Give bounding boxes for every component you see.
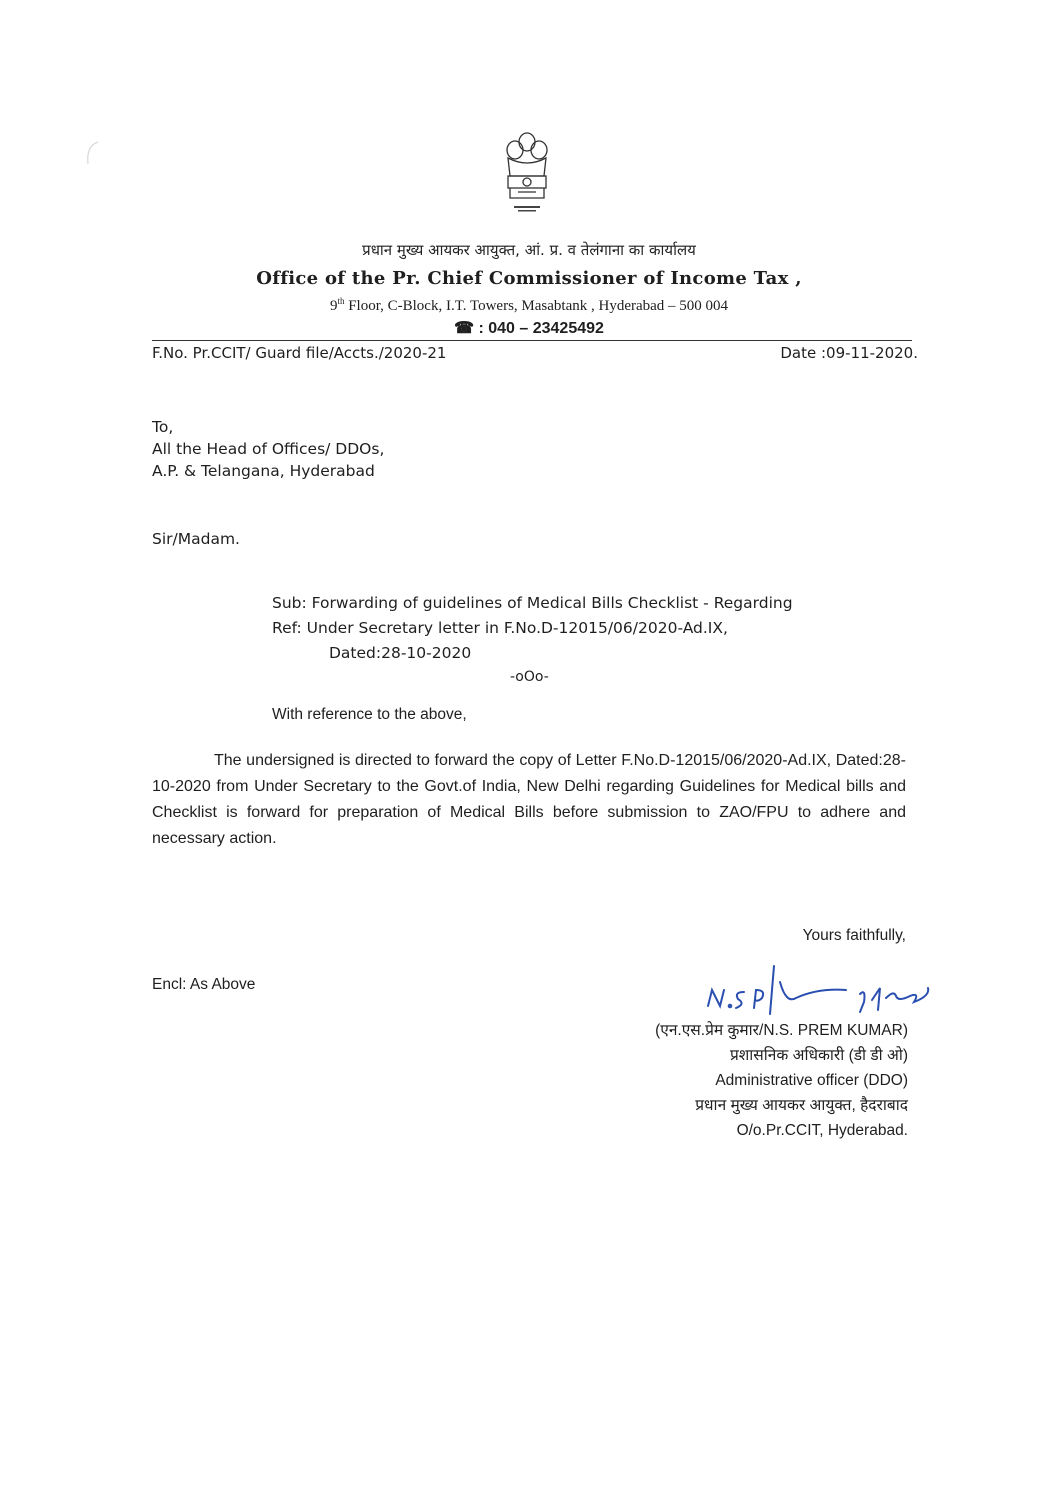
signatory-office: O/o.Pr.CCIT, Hyderabad. <box>736 1122 908 1139</box>
signatory-name: (एन.एस.प्रेम कुमार/N.S. PREM KUMAR) <box>655 1022 908 1039</box>
signatory-office-hindi: प्रधान मुख्य आयकर आयुक्त, हैदराबाद <box>695 1097 908 1114</box>
body-paragraph: The undersigned is directed to forward the copy of Letter F.No.D-12015/06/2020-Ad.IX, Dated:28-10-2020 from Under Secretary to the Govt.of India, New Delhi regarding Guidelines for Medical bills and Checklist is forward for preparation of Medical Bills before submission to ZAO/FPU to adhere and necessary action. <box>152 752 906 847</box>
letter-date: Date :09-11-2020. <box>780 344 918 362</box>
signatory-block <box>655 1018 908 1143</box>
subject-block <box>272 591 793 666</box>
office-title: Office of the Pr. Chief Commissioner of Income Tax , <box>256 268 802 289</box>
national-emblem-icon <box>498 128 556 220</box>
salutation: Sir/Madam. <box>152 530 240 548</box>
handwritten-signature <box>700 962 940 1024</box>
signatory-designation: Administrative officer (DDO) <box>715 1072 908 1089</box>
to-label: To, <box>152 418 174 436</box>
header-divider <box>152 340 912 341</box>
recipient-line-1: All the Head of Offices/ DDOs, <box>152 440 385 458</box>
closing: Yours faithfully, <box>802 927 906 944</box>
office-phone: ☎ : 040 – 23425492 <box>454 320 604 337</box>
recipient-line-2: A.P. & Telangana, Hyderabad <box>152 462 375 480</box>
phone-icon: ☎ : <box>454 320 484 337</box>
reference-line: Ref: Under Secretary letter in F.No.D-12015/06/2020-Ad.IX, <box>272 619 728 637</box>
office-title-hindi: प्रधान मुख्य आयकर आयुक्त, आं. प्र. व तेलंगाना का कार्यालय <box>362 241 696 259</box>
opening-line: With reference to the above, <box>272 706 467 723</box>
recipient-block <box>152 416 384 482</box>
office-address: 9th Floor, C-Block, I.T. Towers, Masabtank , Hyderabad – 500 004 <box>329 296 729 314</box>
separator-mark: -oOo- <box>510 669 549 685</box>
reference-date: Dated:28-10-2020 <box>329 644 472 662</box>
file-number: F.No. Pr.CCIT/ Guard file/Accts./2020-21 <box>152 344 447 362</box>
enclosure-note: Encl: As Above <box>152 976 256 993</box>
scan-artifact <box>78 138 108 168</box>
subject-line: Sub: Forwarding of guidelines of Medical Bills Checklist - Regarding <box>272 594 793 612</box>
signatory-designation-hindi: प्रशासनिक अधिकारी (डी डी ओ) <box>729 1047 908 1064</box>
